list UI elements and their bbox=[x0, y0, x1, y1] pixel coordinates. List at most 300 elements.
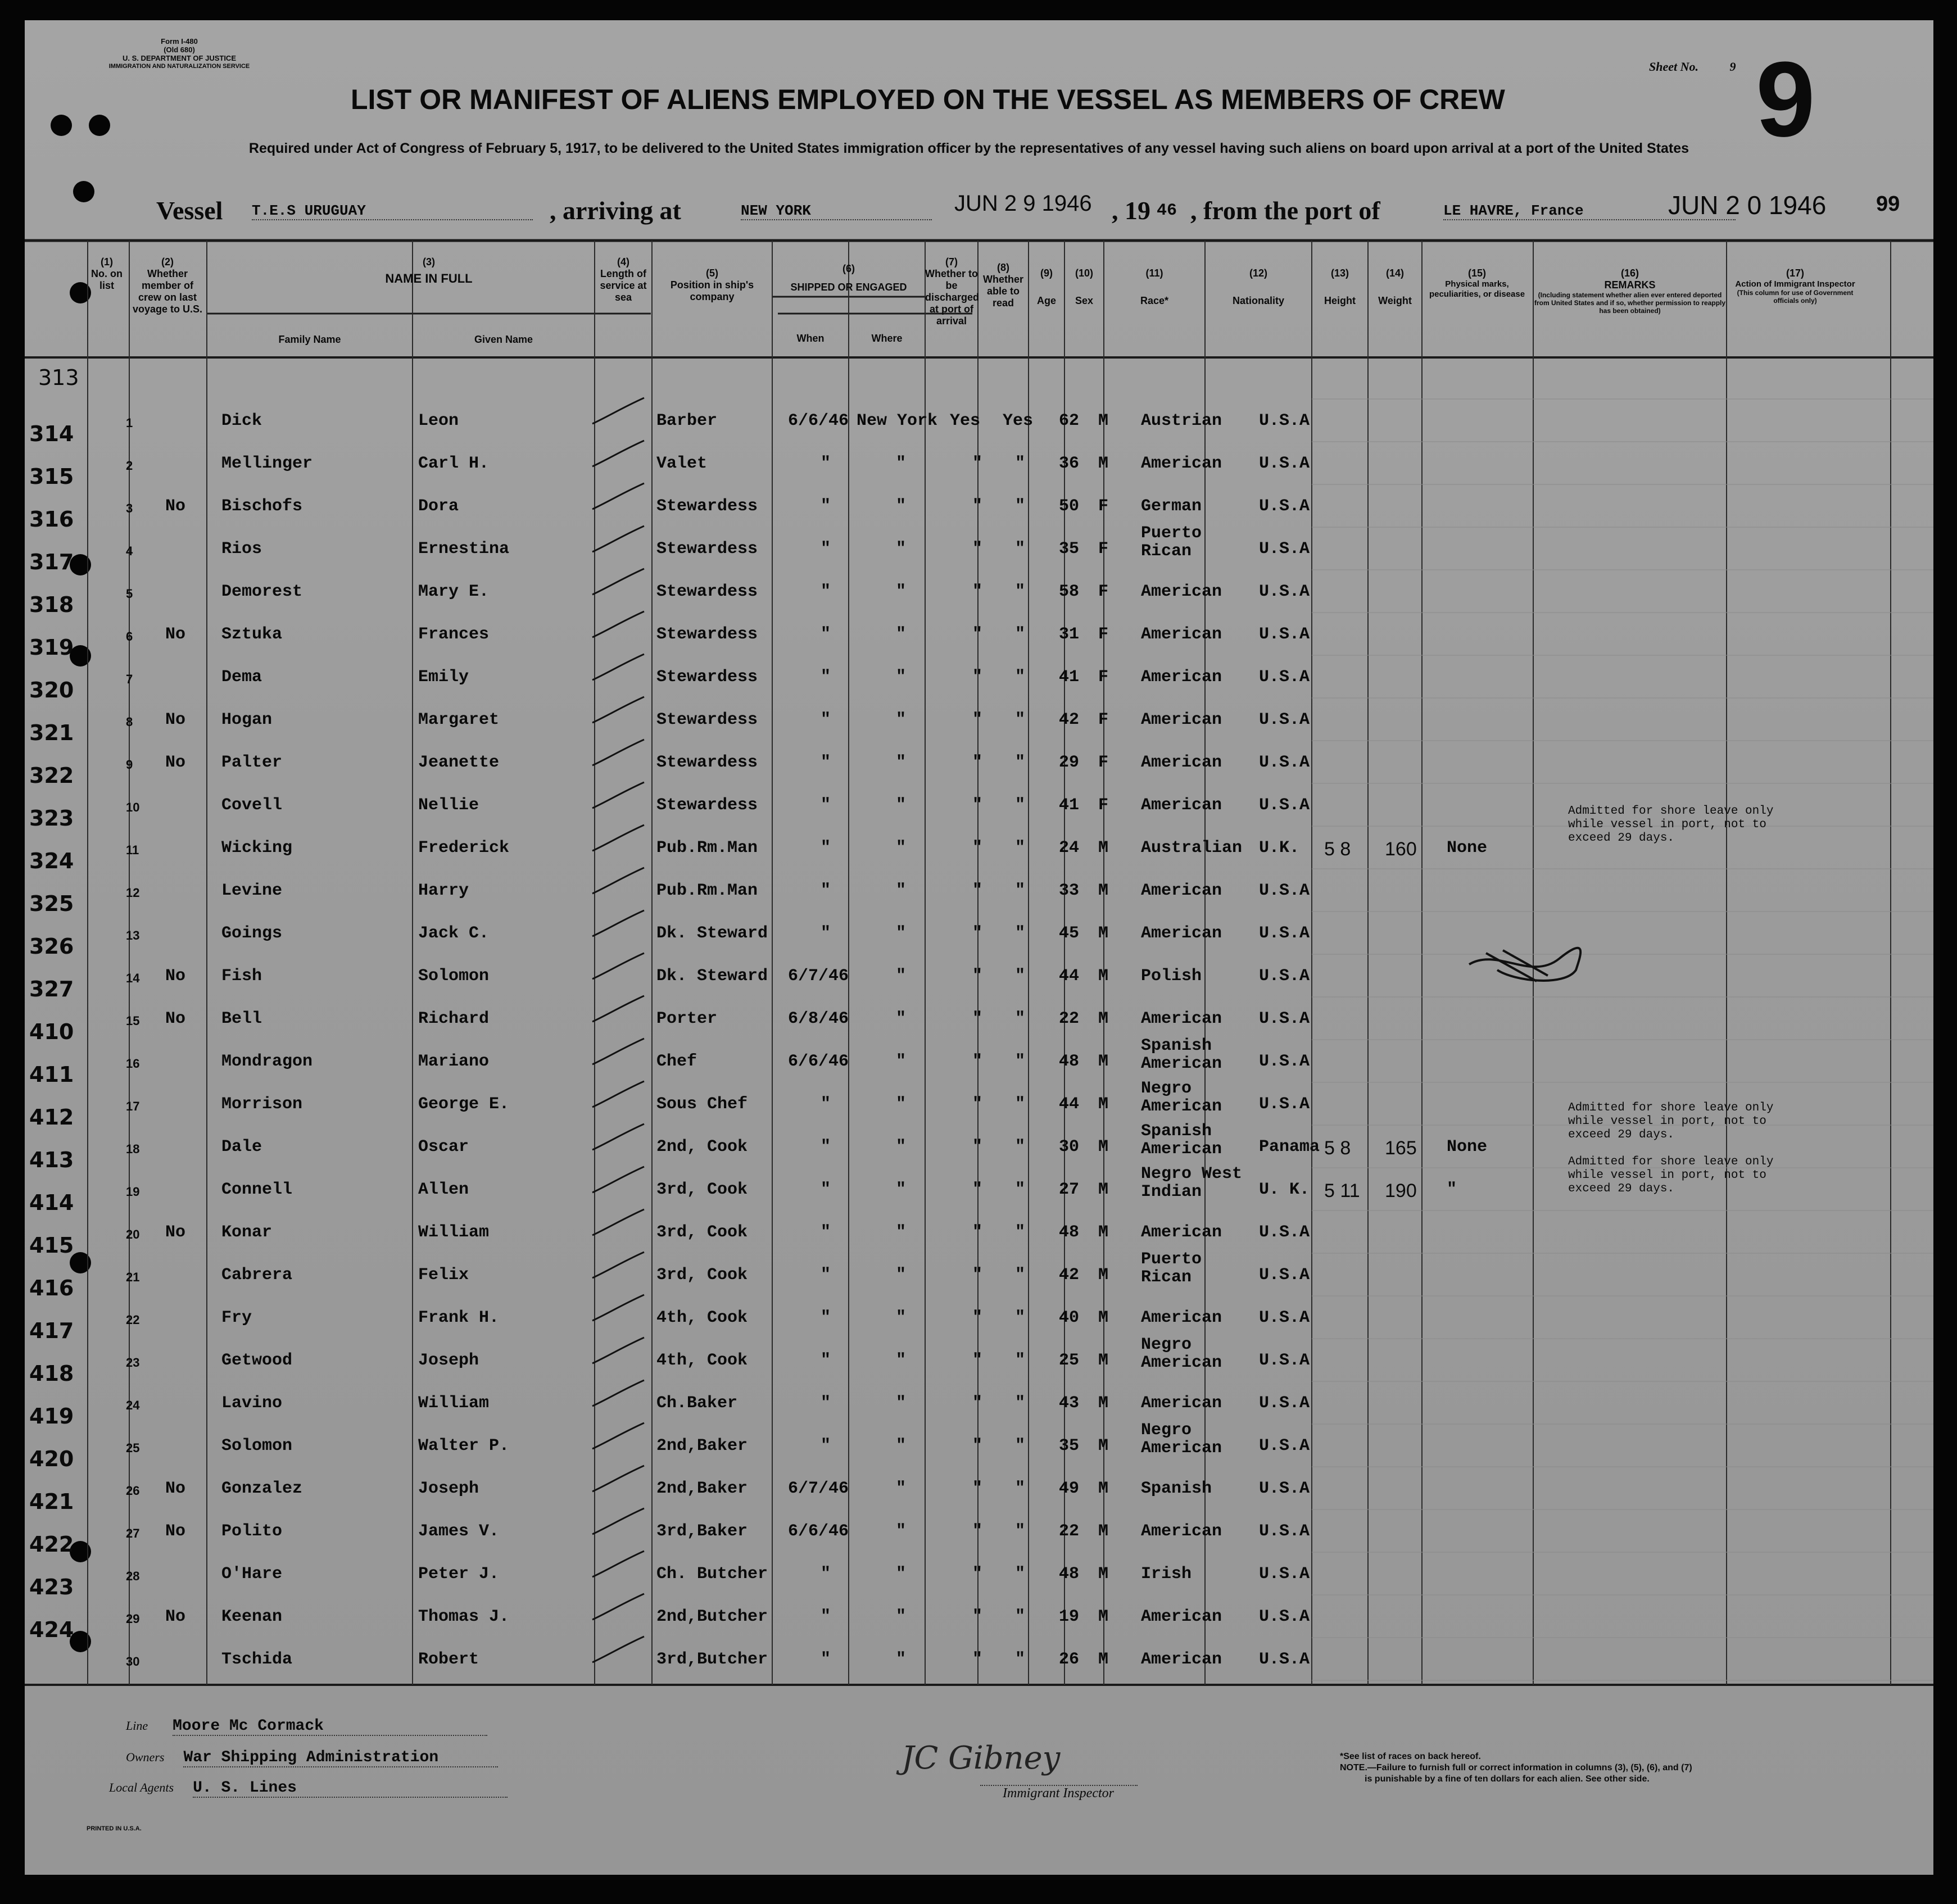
able-to-read: " bbox=[1015, 1436, 1026, 1456]
nationality: U.S.A bbox=[1259, 668, 1310, 687]
service-check-stroke bbox=[590, 1121, 646, 1160]
nationality: U.S.A bbox=[1259, 753, 1310, 772]
table-row bbox=[25, 678, 1933, 741]
given-name: Joseph bbox=[418, 1479, 479, 1498]
discharged: " bbox=[972, 454, 983, 473]
position: Chef bbox=[656, 1052, 697, 1071]
header-c15 bbox=[1422, 268, 1532, 300]
age: 25 bbox=[1059, 1351, 1080, 1370]
given-name: Nellie bbox=[418, 796, 479, 815]
age: 48 bbox=[1059, 1223, 1080, 1242]
discharged: " bbox=[972, 1308, 983, 1327]
form-number: Form I-480 bbox=[161, 37, 198, 46]
list-number: 21 bbox=[126, 1270, 140, 1284]
header-c17-note: (This column for use of Government officials only) bbox=[1737, 289, 1854, 305]
discharged: " bbox=[972, 1479, 983, 1498]
sex: M bbox=[1098, 411, 1109, 430]
sex: M bbox=[1098, 454, 1109, 473]
able-to-read: " bbox=[1015, 668, 1026, 687]
header-c6-label: SHIPPED OR ENGAGED bbox=[790, 282, 907, 293]
header-c16-label: REMARKS bbox=[1604, 279, 1656, 291]
family-name: Konar bbox=[221, 1223, 273, 1242]
list-number: 6 bbox=[126, 629, 133, 643]
service-check-stroke bbox=[590, 1206, 646, 1245]
shipped-when: " bbox=[821, 1180, 831, 1199]
sex: M bbox=[1098, 1308, 1109, 1327]
header-family-name: Family Name bbox=[278, 334, 341, 345]
margin-number-first: 313 bbox=[38, 365, 79, 390]
sex: M bbox=[1098, 1052, 1109, 1071]
position: Stewardess bbox=[656, 582, 758, 601]
given-name: Thomas J. bbox=[418, 1607, 510, 1626]
race: American bbox=[1141, 1522, 1222, 1541]
sex: M bbox=[1098, 1479, 1109, 1498]
able-to-read: " bbox=[1015, 1394, 1026, 1413]
position: Dk. Steward bbox=[656, 967, 768, 986]
given-name: Frank H. bbox=[418, 1308, 500, 1327]
family-name: Getwood bbox=[221, 1351, 293, 1370]
shipped-when: " bbox=[821, 881, 831, 900]
header-c17 bbox=[1728, 268, 1863, 305]
position: Porter bbox=[656, 1009, 718, 1028]
header-c12 bbox=[1205, 268, 1312, 307]
discharged: " bbox=[972, 1522, 983, 1541]
able-to-read: " bbox=[1015, 1052, 1026, 1071]
discharged: " bbox=[972, 796, 983, 815]
nationality: Panama bbox=[1259, 1137, 1320, 1157]
header-c2 bbox=[130, 256, 205, 315]
shipped-when: " bbox=[821, 753, 831, 772]
margin-number: 326 bbox=[29, 934, 74, 959]
shipped-when: 6/7/46 bbox=[788, 967, 849, 986]
shipped-when: " bbox=[821, 540, 831, 559]
vessel-label: Vessel bbox=[156, 196, 223, 225]
service-check-stroke bbox=[590, 1590, 646, 1630]
service-check-stroke bbox=[590, 395, 646, 434]
margin-number: 419 bbox=[29, 1404, 74, 1429]
service-check-stroke bbox=[590, 736, 646, 776]
discharged: " bbox=[972, 1009, 983, 1028]
list-number: 11 bbox=[126, 843, 139, 857]
sex: M bbox=[1098, 967, 1109, 986]
family-name: Covell bbox=[221, 796, 283, 815]
nationality: U.S.A bbox=[1259, 1308, 1310, 1327]
shipped-when: " bbox=[821, 1223, 831, 1242]
position: 2nd,Butcher bbox=[656, 1607, 768, 1626]
prev-voyage: No bbox=[165, 497, 186, 516]
family-name: Bell bbox=[221, 1009, 262, 1028]
service-check-stroke bbox=[590, 1420, 646, 1459]
prev-voyage: No bbox=[165, 710, 186, 729]
discharged: " bbox=[972, 1266, 983, 1285]
shipped-where: New York bbox=[857, 411, 938, 430]
height: 5 8 bbox=[1324, 838, 1351, 860]
able-to-read: " bbox=[1015, 1607, 1026, 1626]
shipped-when: " bbox=[821, 1266, 831, 1285]
service-check-stroke bbox=[590, 950, 646, 989]
margin-number: 325 bbox=[29, 891, 74, 916]
discharged: " bbox=[972, 625, 983, 644]
discharged: " bbox=[972, 1607, 983, 1626]
able-to-read: " bbox=[1015, 1137, 1026, 1157]
table-row bbox=[25, 399, 1933, 442]
age: 19 bbox=[1059, 1607, 1080, 1626]
shipped-when: " bbox=[821, 924, 831, 943]
able-to-read: " bbox=[1015, 1009, 1026, 1028]
header-c17-label: Action of Immigrant Inspector bbox=[1735, 279, 1855, 289]
race: Australian bbox=[1141, 838, 1243, 858]
race: Austrian bbox=[1141, 411, 1222, 430]
header-c12-num: (12) bbox=[1249, 268, 1267, 279]
printed-in-usa: PRINTED IN U.S.A. bbox=[87, 1825, 142, 1832]
list-number: 4 bbox=[126, 544, 133, 558]
race: Polish bbox=[1141, 967, 1202, 986]
sex: M bbox=[1098, 1650, 1109, 1669]
given-name: Harry bbox=[418, 881, 469, 900]
margin-number: 318 bbox=[29, 592, 74, 617]
sheet-number-stamp: 9 bbox=[1756, 40, 1815, 159]
discharged: " bbox=[972, 967, 983, 986]
shipped-where: " bbox=[896, 540, 907, 559]
family-name: Fish bbox=[221, 967, 262, 986]
department-name: U. S. DEPARTMENT OF JUSTICE bbox=[123, 54, 236, 62]
shipped-where: " bbox=[896, 1565, 907, 1584]
position: 4th, Cook bbox=[656, 1308, 748, 1327]
race: American bbox=[1141, 625, 1222, 644]
position: Stewardess bbox=[656, 796, 758, 815]
nationality: U.S.A bbox=[1259, 1095, 1310, 1114]
discharged: " bbox=[972, 924, 983, 943]
race: German bbox=[1141, 497, 1202, 516]
sex: M bbox=[1098, 881, 1109, 900]
race: Puerto bbox=[1141, 524, 1202, 543]
list-number: 18 bbox=[126, 1142, 140, 1156]
header-c10 bbox=[1064, 268, 1104, 307]
sex: F bbox=[1098, 540, 1109, 559]
age: 42 bbox=[1059, 1266, 1080, 1285]
header-c14-num: (14) bbox=[1385, 268, 1404, 279]
form-old-number: (Old 680) bbox=[164, 46, 195, 54]
family-name: Tschida bbox=[221, 1650, 293, 1669]
position: 2nd, Cook bbox=[656, 1137, 748, 1157]
age: 29 bbox=[1059, 753, 1080, 772]
header-c14 bbox=[1368, 268, 1422, 307]
nationality: U.S.A bbox=[1259, 1436, 1310, 1456]
discharged: " bbox=[972, 1565, 983, 1584]
race: Puerto bbox=[1141, 1250, 1202, 1269]
shipped-when: 6/6/46 bbox=[788, 411, 849, 430]
discharged: " bbox=[972, 1436, 983, 1456]
header-c15-num: (15) bbox=[1467, 268, 1486, 279]
able-to-read: " bbox=[1015, 582, 1026, 601]
position: Pub.Rm.Man bbox=[656, 838, 758, 858]
shipped-where: " bbox=[896, 454, 907, 473]
shipped-where: " bbox=[896, 1266, 907, 1285]
arriving-port: NEW YORK bbox=[741, 202, 932, 220]
header-c3 bbox=[207, 256, 651, 284]
nationality: U.S.A bbox=[1259, 1223, 1310, 1242]
race: American bbox=[1141, 1394, 1222, 1413]
given-name: Jeanette bbox=[418, 753, 500, 772]
able-to-read: " bbox=[1015, 1522, 1026, 1541]
prev-voyage: No bbox=[165, 625, 186, 644]
service-check-stroke bbox=[590, 608, 646, 647]
discharged: " bbox=[972, 838, 983, 858]
vessel-name: T.E.S URUGUAY bbox=[252, 202, 533, 220]
margin-number: 418 bbox=[29, 1361, 74, 1386]
sex: M bbox=[1098, 1266, 1109, 1285]
shipped-where: " bbox=[896, 1650, 907, 1669]
header-c16 bbox=[1533, 268, 1727, 315]
nationality: U.S.A bbox=[1259, 625, 1310, 644]
shipped-where: " bbox=[896, 881, 907, 900]
age: 35 bbox=[1059, 540, 1080, 559]
footer-line-value: Moore Mc Cormack bbox=[173, 1717, 487, 1736]
header-c5-num: (5) bbox=[706, 268, 718, 279]
shipped-where: " bbox=[896, 1009, 907, 1028]
sex: M bbox=[1098, 1436, 1109, 1456]
shipped-where: " bbox=[896, 625, 907, 644]
shipped-when: " bbox=[821, 1565, 831, 1584]
header-where: Where bbox=[871, 333, 903, 344]
shipped-where: " bbox=[896, 1180, 907, 1199]
prev-voyage: No bbox=[165, 1607, 186, 1626]
service-check-stroke bbox=[590, 779, 646, 818]
margin-number: 420 bbox=[29, 1447, 74, 1471]
discharged: " bbox=[972, 1180, 983, 1199]
position: 2nd,Baker bbox=[656, 1479, 748, 1498]
list-number: 7 bbox=[126, 672, 133, 686]
nationality: U.S.A bbox=[1259, 1522, 1310, 1541]
age: 31 bbox=[1059, 625, 1080, 644]
margin-number: 319 bbox=[29, 635, 74, 660]
header-c13-label: Height bbox=[1324, 295, 1356, 306]
year-label: , 19 bbox=[1112, 196, 1150, 225]
header-c3-num: (3) bbox=[423, 256, 435, 268]
race: American bbox=[1141, 881, 1222, 900]
service-check-stroke bbox=[590, 1163, 646, 1203]
race: Spanish bbox=[1141, 1036, 1212, 1055]
shipped-when: " bbox=[821, 1394, 831, 1413]
sex: M bbox=[1098, 1607, 1109, 1626]
given-name: James V. bbox=[418, 1522, 500, 1541]
shipped-when: 6/8/46 bbox=[788, 1009, 849, 1028]
able-to-read: " bbox=[1015, 881, 1026, 900]
family-name: Cabrera bbox=[221, 1266, 293, 1285]
margin-number: 317 bbox=[29, 550, 74, 574]
position: Sous Chef bbox=[656, 1095, 748, 1114]
sex: M bbox=[1098, 1565, 1109, 1584]
header-c11-label: Race* bbox=[1140, 295, 1169, 306]
position: 3rd, Cook bbox=[656, 1180, 748, 1199]
given-name: Mary E. bbox=[418, 582, 490, 601]
age: 40 bbox=[1059, 1308, 1080, 1327]
footer-line-row bbox=[126, 1717, 487, 1736]
shipped-when: " bbox=[821, 625, 831, 644]
shipped-when: " bbox=[821, 582, 831, 601]
table-row bbox=[25, 635, 1933, 698]
footer-agents-row bbox=[109, 1779, 508, 1798]
able-to-read: " bbox=[1015, 497, 1026, 516]
age: 43 bbox=[1059, 1394, 1080, 1413]
service-check-stroke bbox=[590, 864, 646, 904]
able-to-read: Yes bbox=[1003, 411, 1034, 430]
race-line-2: Rican bbox=[1141, 542, 1192, 561]
nationality: U.S.A bbox=[1259, 796, 1310, 815]
service-check-stroke bbox=[590, 822, 646, 861]
nationality: U.S.A bbox=[1259, 1266, 1310, 1285]
margin-number: 423 bbox=[29, 1575, 74, 1599]
given-name: Carl H. bbox=[418, 454, 490, 473]
physical-marks: None bbox=[1447, 838, 1488, 858]
shipped-when: " bbox=[821, 838, 831, 858]
list-number: 29 bbox=[126, 1612, 140, 1626]
weight: 190 bbox=[1385, 1180, 1417, 1202]
prev-voyage: No bbox=[165, 1522, 186, 1541]
race: Negro bbox=[1141, 1335, 1192, 1354]
able-to-read: " bbox=[1015, 1308, 1026, 1327]
margin-number: 417 bbox=[29, 1318, 74, 1343]
family-name: Palter bbox=[221, 753, 283, 772]
discharged: " bbox=[972, 1052, 983, 1071]
able-to-read: " bbox=[1015, 838, 1026, 858]
header-c6-num: (6) bbox=[842, 263, 855, 274]
margin-number: 411 bbox=[29, 1062, 74, 1087]
height: 5 8 bbox=[1324, 1137, 1351, 1159]
family-name: Dick bbox=[221, 411, 262, 430]
table-row bbox=[25, 592, 1933, 655]
race: American bbox=[1141, 1223, 1222, 1242]
header-c7-label: Whether to be discharged at port of arrival bbox=[925, 268, 980, 327]
service-check-stroke bbox=[590, 1291, 646, 1331]
margin-number: 314 bbox=[29, 421, 74, 446]
given-name: Leon bbox=[418, 411, 459, 430]
position: Stewardess bbox=[656, 668, 758, 687]
age: 41 bbox=[1059, 796, 1080, 815]
margin-number: 316 bbox=[29, 507, 74, 532]
race: American bbox=[1141, 1308, 1222, 1327]
position: Stewardess bbox=[656, 497, 758, 516]
able-to-read: " bbox=[1015, 967, 1026, 986]
given-name: Mariano bbox=[418, 1052, 490, 1071]
family-name: O'Hare bbox=[221, 1565, 283, 1584]
discharged: " bbox=[972, 753, 983, 772]
shipped-where: " bbox=[896, 582, 907, 601]
header-c16-num: (16) bbox=[1620, 268, 1639, 279]
shipped-where: " bbox=[896, 1351, 907, 1370]
sex: F bbox=[1098, 796, 1109, 815]
list-number: 22 bbox=[126, 1313, 140, 1327]
header-c9-label: Age bbox=[1036, 295, 1056, 306]
able-to-read: " bbox=[1015, 924, 1026, 943]
footer-agents-value: U. S. Lines bbox=[193, 1779, 508, 1798]
discharged: " bbox=[972, 881, 983, 900]
position: 2nd,Baker bbox=[656, 1436, 748, 1456]
shipped-when: " bbox=[821, 796, 831, 815]
list-number: 16 bbox=[126, 1057, 140, 1071]
age: 44 bbox=[1059, 967, 1080, 986]
discharged: Yes bbox=[950, 411, 981, 430]
shipped-when: " bbox=[821, 1436, 831, 1456]
service-name: IMMIGRATION AND NATURALIZATION SERVICE bbox=[108, 63, 250, 70]
service-check-stroke bbox=[590, 1249, 646, 1288]
list-number: 24 bbox=[126, 1398, 140, 1412]
header-c17-num: (17) bbox=[1786, 268, 1804, 279]
able-to-read: " bbox=[1015, 1565, 1026, 1584]
margin-number: 320 bbox=[29, 678, 74, 702]
shipped-when: " bbox=[821, 454, 831, 473]
margin-number: 422 bbox=[29, 1532, 74, 1557]
shipped-when: " bbox=[821, 1351, 831, 1370]
age: 58 bbox=[1059, 582, 1080, 601]
able-to-read: " bbox=[1015, 753, 1026, 772]
age: 22 bbox=[1059, 1522, 1080, 1541]
list-number: 20 bbox=[126, 1227, 140, 1241]
given-name: Jack C. bbox=[418, 924, 490, 943]
race: American bbox=[1141, 668, 1222, 687]
able-to-read: " bbox=[1015, 1351, 1026, 1370]
shipped-when: " bbox=[821, 1308, 831, 1327]
footer-owners-label: Owners bbox=[126, 1750, 165, 1764]
shipped-when: " bbox=[821, 1607, 831, 1626]
sex: F bbox=[1098, 753, 1109, 772]
nationality: U.S.A bbox=[1259, 1565, 1310, 1584]
header-c2-label: Whether member of crew on last voyage to U.S. bbox=[132, 268, 203, 315]
sex: M bbox=[1098, 1394, 1109, 1413]
race-line-2: American bbox=[1141, 1054, 1222, 1073]
race: American bbox=[1141, 710, 1222, 729]
race: Spanish bbox=[1141, 1122, 1212, 1141]
family-name: Mondragon bbox=[221, 1052, 313, 1071]
footer-note-penalty: NOTE.—Failure to furnish full or correct information in columns (3), (5), (6), and (7) bbox=[1340, 1763, 1692, 1772]
shipped-where: " bbox=[896, 1223, 907, 1242]
discharged: " bbox=[972, 582, 983, 601]
footer-owners-row bbox=[126, 1749, 498, 1767]
remark-row-11: Admitted for shore leave only while vessel in port, not to exceed 29 days. bbox=[1568, 805, 1774, 845]
height: 5 11 bbox=[1324, 1180, 1360, 1202]
header-c8-num: (8) bbox=[997, 262, 1009, 273]
discharged: " bbox=[972, 1137, 983, 1157]
nationality: U.S.A bbox=[1259, 454, 1310, 473]
shipped-where: " bbox=[896, 1052, 907, 1071]
from-port: LE HAVRE, France bbox=[1443, 202, 1736, 220]
header-given-name: Given Name bbox=[474, 334, 533, 345]
given-name: Frances bbox=[418, 625, 490, 644]
age: 24 bbox=[1059, 838, 1080, 858]
service-check-stroke bbox=[590, 1377, 646, 1416]
position: Ch.Baker bbox=[656, 1394, 738, 1413]
remark-row-19: Admitted for shore leave only while vessel in port, not to exceed 29 days. bbox=[1568, 1155, 1774, 1195]
header-c16-note: (Including statement whether alien ever entered deported from United States and if so, whether permission to reapply has been obtained) bbox=[1534, 291, 1726, 315]
table-row bbox=[25, 720, 1933, 783]
able-to-read: " bbox=[1015, 710, 1026, 729]
header-c1 bbox=[88, 256, 126, 292]
given-name: Joseph bbox=[418, 1351, 479, 1370]
margin-number: 410 bbox=[29, 1019, 74, 1044]
position: Pub.Rm.Man bbox=[656, 881, 758, 900]
sex: M bbox=[1098, 1095, 1109, 1114]
crew-table-body bbox=[25, 399, 1933, 1680]
header-c8-label: Whether able to read bbox=[983, 274, 1023, 309]
shipped-where: " bbox=[896, 497, 907, 516]
header-c9-num: (9) bbox=[1040, 268, 1053, 279]
family-name: Dema bbox=[221, 668, 262, 687]
family-name: Fry bbox=[221, 1308, 252, 1327]
margin-number: 416 bbox=[29, 1276, 74, 1300]
header-c5 bbox=[652, 268, 772, 303]
shipped-where: " bbox=[896, 710, 907, 729]
shipped-where: " bbox=[896, 838, 907, 858]
